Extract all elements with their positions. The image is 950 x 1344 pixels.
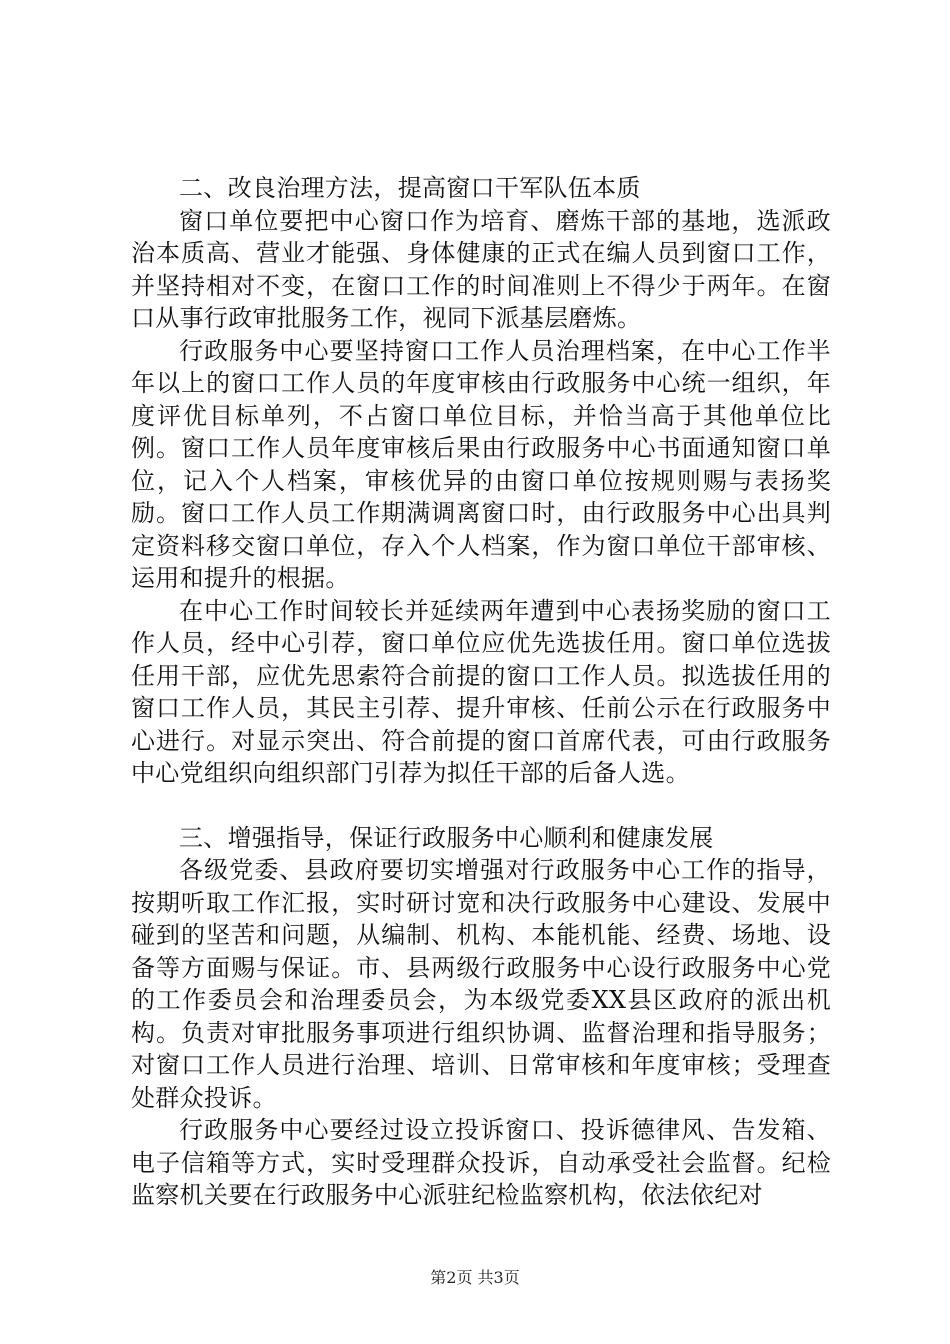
document-body xyxy=(131,172,831,1212)
body-paragraph: 行政服务中心要经过设立投诉窗口、投诉德律风、告发箱、电子信箱等方式，实时受理群众投诉，自动承受社会监督。纪检监察机关要在行政服务中心派驻纪检监察机构，依法依纪对 xyxy=(131,1116,831,1209)
section-spacer xyxy=(131,790,831,822)
page-number-footer: 第2页 共3页 xyxy=(430,1268,520,1287)
body-paragraph: 在中心工作时间较长并延续两年遭到中心表扬奖励的窗口工作人员，经中心引荐，窗口单位应优先选拔任用。窗口单位选拔任用干部，应优先思索符合前提的窗口工作人员。拟选拔任用的窗口工作人员，其民主引荐、提升审核、任前公示在行政服务中心进行。对显示突出、符合前提的窗口首席代表，可由行政服务中心党组织向组织部门引荐为拟任干部的后备人选。 xyxy=(131,596,831,787)
body-paragraph: 行政服务中心要坚持窗口工作人员治理档案，在中心工作半年以上的窗口工作人员的年度审核由行政服务中心统一组织，年度评优目标单列，不占窗口单位目标，并恰当高于其他单位比例。窗口工作人员年度审核后果由行政服务中心书面通知窗口单位，记入个人档案，审核优异的由窗口单位按规则赐与表扬奖励。窗口工作人员工作期满调离窗口时，由行政服务中心出具判定资料移交窗口单位，存入个人档案，作为窗口单位干部审核、运用和提升的根据。 xyxy=(131,336,831,592)
body-paragraph: 各级党委、县政府要切实增强对行政服务中心工作的指导，按期听取工作汇报，实时研讨宽和决行政服务中心建设、发展中碰到的坚苦和问题，从编制、机构、本能机能、经费、场地、设备等方面赐与保证。市、县两级行政服务中心设行政服务中心党的工作委员会和治理委员会，为本级党委XX县区政府的派出机构。负责对审批服务事项进行组织协调、监督治理和指导服务；对窗口工作人员进行治理、培训、日常审核和年度审核；受理查处群众投诉。 xyxy=(131,856,831,1112)
section-heading-2: 二、改良治理方法，提高窗口干军队伍本质 xyxy=(179,174,641,202)
body-paragraph: 窗口单位要把中心窗口作为培育、磨炼干部的基地，选派政治本质高、营业才能强、身体健康的正式在编人员到窗口工作，并坚持相对不变，在窗口工作的时间准则上不得少于两年。在窗口从事行政审批服务工作，视同下派基层磨炼。 xyxy=(131,206,831,332)
section-heading-3: 三、增强指导，保证行政服务中心顺利和健康发展 xyxy=(179,823,714,852)
